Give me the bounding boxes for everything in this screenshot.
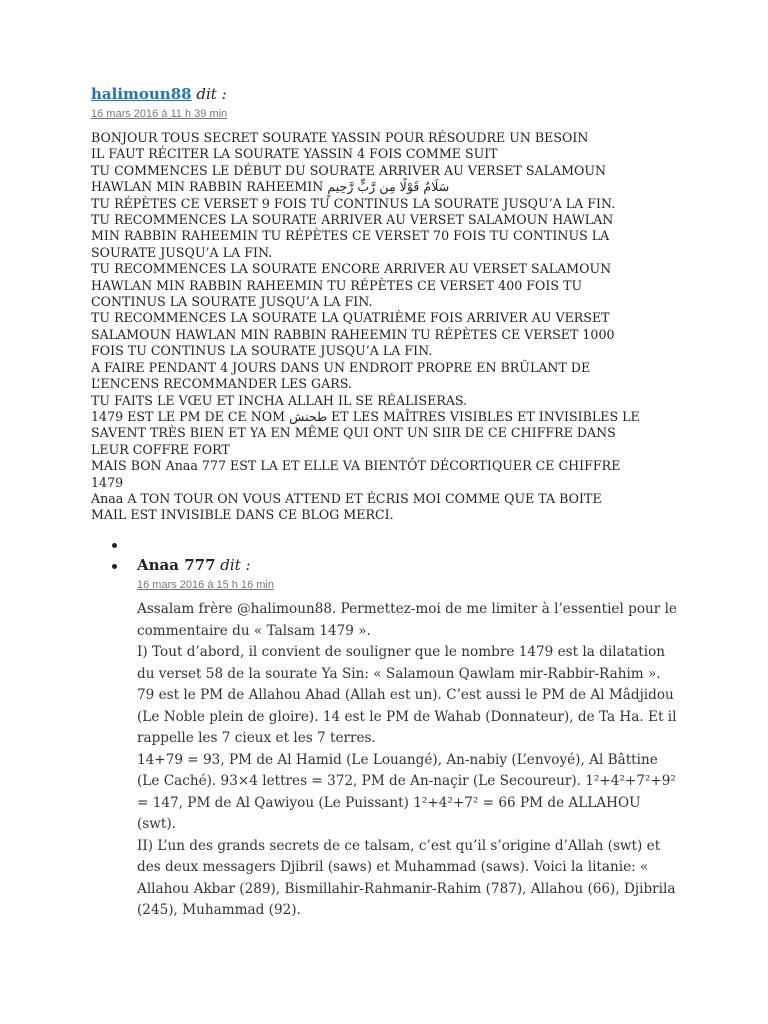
empty-list-bullet <box>112 543 117 548</box>
comment-halimoun88 <box>91 84 681 524</box>
comment-line: TU RECOMMENCES LA SOURATE LA QUATRIÈME FOIS ARRIVER AU VERSET <box>91 310 610 326</box>
author-link[interactable]: halimoun88 <box>91 85 192 103</box>
comment-paragraph: I) Tout d’abord, il convient de souligner que le nombre 1479 est la dilatation du verset 58 de la sourate Ya Sin: « Salamoun Qawlam mir-Rabbir-Rahim ». 79 est le PM de Allahou Ahad (Allah est un). C’est aussi le PM de Al Mâdjidou (Le Noble plein de gloire). 14 est le PM de Wahab (Donnateur), de Ta Ha. Et il rappelle les 7 cieux et les 7 terres. <box>137 644 677 746</box>
comment-line: MAIL EST INVISIBLE DANS CE BLOG MERCI. <box>91 507 394 523</box>
comment-line: MAIS BON Anaa 777 EST LA ET ELLE VA BIENTÔT DÉCORTIQUER CE CHIFFRE <box>91 458 621 474</box>
says-label: dit : <box>196 85 227 103</box>
comment-line: HAWLAN MIN RABBIN RAHEEMIN TU RÉPÈTES CE VERSET 400 FOIS TU <box>91 277 583 293</box>
comment-header <box>91 84 681 104</box>
comment-header <box>137 555 677 575</box>
comment-line: FOIS TU CONTINUS LA SOURATE JUSQU’A LA FIN. <box>91 343 433 359</box>
comment-paragraph: 14+79 = 93, PM de Al Hamid (Le Louangé), An-nabiy (L’envoyé), Al Bâttine (Le Caché). 93×4 lettres = 372, PM de An-naçir (Le Secoureur). 1²+4²+7²+9² = 147, PM de Al Qawiyou (Le Puissant) 1²+4²+7² = 66 PM de ALLAHOU (swt). <box>137 751 676 832</box>
comment-date-link[interactable]: 16 mars 2016 à 15 h 16 min <box>137 579 274 591</box>
comment-line: BONJOUR TOUS SECRET SOURATE YASSIN POUR RÉSOUDRE UN BESOIN <box>91 130 589 145</box>
comment-line: Anaa A TON TOUR ON VOUS ATTEND ET ÉCRIS MOI COMME QUE TA BOITE <box>91 490 602 506</box>
says-label: dit : <box>220 556 251 574</box>
comment-date-link[interactable]: 16 mars 2016 à 11 h 39 min <box>91 108 228 120</box>
comment-line: SAVENT TRÈS BIEN ET YA EN MÊME QUI ONT UN SIIR DE CE CHIFFRE DANS <box>91 425 616 441</box>
comment-line: MIN RABBIN RAHEEMIN TU RÉPÈTES CE VERSET 70 FOIS TU CONTINUS LA <box>91 228 610 244</box>
comment-line: SOURATE JUSQU’A LA FIN. <box>91 244 273 260</box>
comment-line: 1479 <box>91 474 124 490</box>
comment-line: A FAIRE PENDANT 4 JOURS DANS UN ENDROIT PROPRE EN BRÛLANT DE <box>91 359 591 375</box>
comment-line: TU FAITS LE VŒU ET INCHA ALLAH IL SE RÉALISERAS. <box>91 392 468 408</box>
comment-line: CONTINUS LA SOURATE JUSQU’A LA FIN. <box>91 294 373 310</box>
comment-line: TU COMMENCES LE DÉBUT DU SOURATE ARRIVER AU VERSET SALAMOUN <box>91 162 607 178</box>
comment-author: Anaa 777 <box>137 556 216 574</box>
comment-line: HAWLAN MIN RABBIN RAHEEMIN سَلَامٌ قَوْلًا مِن رَّبٍّ رَّحِيمٍ <box>91 179 450 195</box>
comment-line: TU RÉPÈTES CE VERSET 9 FOIS TU CONTINUS LA SOURATE JUSQU’A LA FIN. <box>91 195 616 211</box>
comment-line: SALAMOUN HAWLAN MIN RABBIN RAHEEMIN TU RÉPÈTES CE VERSET 1000 <box>91 326 615 342</box>
comment-line: TU RECOMMENCES LA SOURATE ARRIVER AU VERSET SALAMOUN HAWLAN <box>91 212 614 228</box>
comment-line: IL FAUT RÉCITER LA SOURATE YASSIN 4 FOIS COMME SUIT <box>91 146 498 162</box>
comment-anaa-777 <box>137 555 677 922</box>
reply-list-bullet <box>112 564 117 569</box>
comment-line: 1479 EST LE PM DE CE NOM طحنش ET LES MAÎTRES VISIBLES ET INVISIBLES LE <box>91 408 640 424</box>
comment-body <box>91 130 681 524</box>
comment-line: TU RECOMMENCES LA SOURATE ENCORE ARRIVER AU VERSET SALAMOUN <box>91 261 612 277</box>
comment-paragraph: II) L’un des grands secrets de ce talsam, c’est qu’il s’origine d’Allah (swt) et des deux messagers Djibril (saws) et Muhammad (saws). Voici la litanie: « Allahou Akbar (289), Bismillahir-Rahmanir-Rahim (787), Allahou (66), Djibrila (245), Muhammad (92). <box>137 837 676 918</box>
comment-body <box>137 599 677 922</box>
comment-line: LEUR COFFRE FORT <box>91 441 230 457</box>
comment-line: L’ENCENS RECOMMANDER LES GARS. <box>91 376 352 392</box>
comment-paragraph: Assalam frère @halimoun88. Permettez-moi de me limiter à l’essentiel pour le commentaire du « Talsam 1479 ». <box>137 601 677 639</box>
